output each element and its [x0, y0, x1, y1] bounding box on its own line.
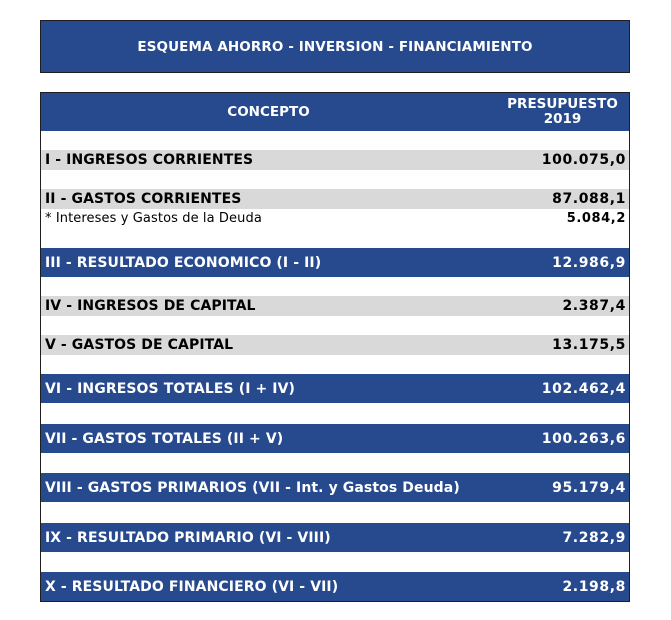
- row-label: III - RESULTADO ECONOMICO (I - II): [45, 254, 322, 271]
- table-row-resultado-primario: [41, 523, 629, 552]
- row-label: VIII - GASTOS PRIMARIOS (VII - Int. y Gastos Deuda): [45, 479, 460, 496]
- table-row-gastos-totales: [41, 424, 629, 453]
- row-label: I - INGRESOS CORRIENTES: [45, 152, 254, 168]
- row-value: 100.263,6: [541, 430, 626, 447]
- row-label: VII - GASTOS TOTALES (II + V): [45, 430, 284, 447]
- row-label: IV - INGRESOS DE CAPITAL: [45, 298, 256, 314]
- column-header-concept: [41, 93, 496, 131]
- column-header-budget-line2: 2019: [543, 111, 582, 127]
- row-value: 2.198,8: [562, 578, 626, 595]
- row-value: 12.986,9: [552, 254, 626, 271]
- table-row-resultado-financiero: [41, 572, 629, 601]
- row-label: * Intereses y Gastos de la Deuda: [45, 211, 262, 226]
- row-label: X - RESULTADO FINANCIERO (VI - VII): [45, 578, 339, 595]
- table-row-resultado-economico: [41, 248, 629, 277]
- table-row-gastos-corrientes: [41, 189, 629, 209]
- table-row-ingresos-capital: [41, 296, 629, 316]
- row-label: VI - INGRESOS TOTALES (I + IV): [45, 380, 296, 397]
- column-header-budget-line1: PRESUPUESTO: [507, 96, 618, 112]
- row-label: IX - RESULTADO PRIMARIO (VI - VIII): [45, 529, 331, 546]
- row-label: V - GASTOS DE CAPITAL: [45, 337, 234, 353]
- column-header-budget: [496, 93, 629, 131]
- row-value: 2.387,4: [562, 298, 626, 314]
- row-label: II - GASTOS CORRIENTES: [45, 191, 242, 207]
- table-row-ingresos-corrientes: [41, 150, 629, 170]
- table-row-ingresos-totales: [41, 374, 629, 403]
- row-value: 7.282,9: [562, 529, 626, 546]
- row-value: 100.075,0: [541, 152, 626, 168]
- row-value: 87.088,1: [552, 191, 626, 207]
- budget-table: [40, 92, 630, 602]
- row-value: 102.462,4: [541, 380, 626, 397]
- row-value: 5.084,2: [566, 211, 626, 226]
- row-value: 95.179,4: [552, 479, 626, 496]
- table-header: [41, 93, 629, 131]
- table-row-gastos-capital: [41, 335, 629, 355]
- table-row-gastos-primarios: [41, 473, 629, 502]
- row-value: 13.175,5: [552, 337, 626, 353]
- column-header-concept-label: CONCEPTO: [227, 104, 310, 120]
- report-title: [40, 20, 630, 73]
- report-title-text: ESQUEMA AHORRO - INVERSION - FINANCIAMIENTO: [137, 38, 533, 55]
- table-row-intereses-deuda: [41, 209, 629, 228]
